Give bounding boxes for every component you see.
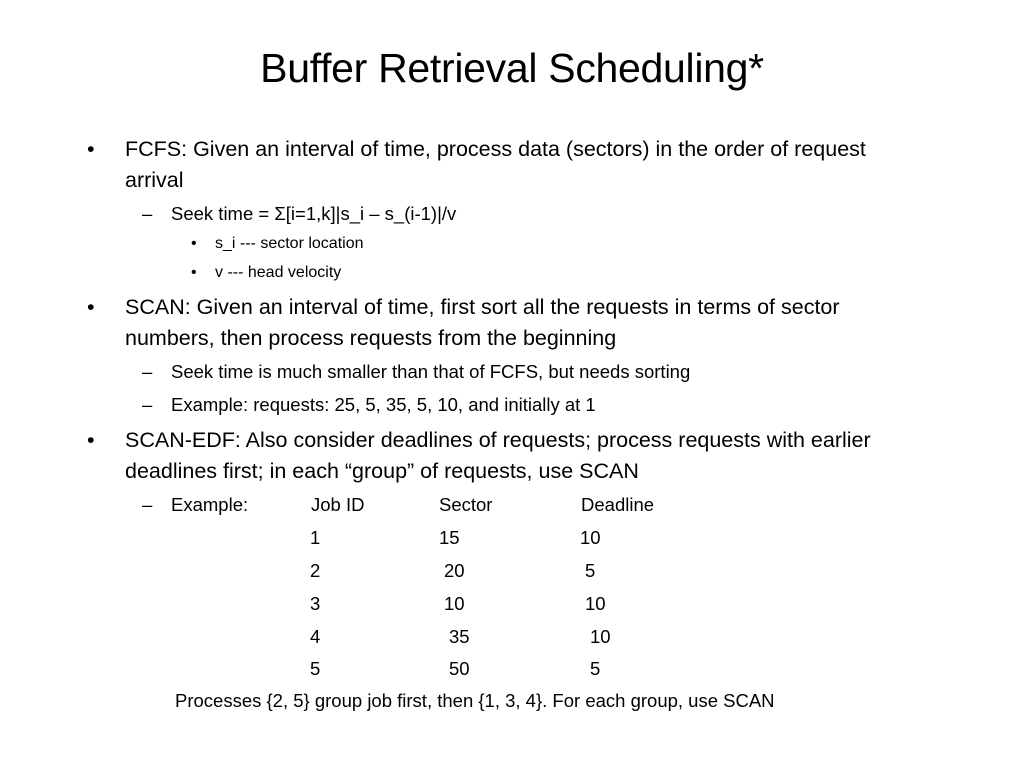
dash-icon: –: [142, 394, 153, 415]
table-cell-job-id: 5: [310, 658, 321, 679]
scan-text-line1: SCAN: Given an interval of time, first sort all the requests in terms of sector: [125, 295, 840, 319]
table-cell-deadline: 10: [580, 527, 601, 548]
table-cell-deadline: 10: [590, 626, 611, 647]
sub-bullet-seek-time-formula: [142, 202, 931, 226]
bullet-fcfs: [87, 134, 925, 195]
bullet-scan: [87, 292, 925, 353]
scan-example-text: Example: requests: 25, 5, 35, 5, 10, and initially at 1: [171, 394, 596, 415]
bullet-icon: •: [191, 235, 197, 252]
sub-bullet-scan-seek: [142, 360, 931, 384]
table-cell-sector: 50: [449, 658, 470, 679]
table-cell-sector: 20: [444, 560, 465, 581]
table-cell-deadline: 5: [585, 560, 596, 581]
dash-icon: –: [142, 361, 153, 382]
si-definition: s_i --- sector location: [215, 235, 364, 252]
bullet-icon: •: [87, 295, 95, 319]
table-header-deadline: Deadline: [581, 494, 655, 515]
subsub-bullet-v: [191, 262, 342, 284]
dash-icon: –: [142, 203, 153, 224]
sub-bullet-scan-example: [142, 393, 931, 417]
v-definition: v --- head velocity: [215, 264, 342, 281]
bullet-icon: •: [87, 428, 95, 452]
bullet-icon: •: [191, 264, 197, 281]
table-cell-job-id: 1: [310, 527, 321, 548]
scan-seek-text: Seek time is much smaller than that of FCFS, but needs sorting: [171, 361, 691, 382]
table-cell-sector: 10: [444, 593, 465, 614]
conclusion-text: Processes {2, 5} group job first, then {1, 3, 4}. For each group, use SCAN: [175, 690, 775, 711]
fcfs-text-line1: FCFS: Given an interval of time, process data (sectors) in the order of request: [125, 137, 866, 161]
bullet-icon: •: [87, 137, 95, 161]
scan-edf-text-line1: SCAN-EDF: Also consider deadlines of requests; process requests with earlier: [125, 428, 871, 452]
scan-text-line2: numbers, then process requests from the beginning: [125, 325, 617, 350]
scan-edf-text-line2: deadlines first; in each “group” of requests, use SCAN: [125, 458, 639, 483]
sub-bullet-edf-example: [142, 493, 931, 517]
table-cell-sector: 35: [449, 626, 470, 647]
example-label: Example:: [171, 494, 249, 515]
table-cell-deadline: 5: [590, 658, 601, 679]
bullet-scan-edf: [87, 425, 925, 486]
fcfs-text-line2: arrival: [125, 167, 184, 192]
table-cell-deadline: 10: [585, 593, 606, 614]
seek-time-formula: Seek time = Σ[i=1,k]|s_i – s_(i-1)|/v: [171, 203, 457, 224]
table-header-sector: Sector: [439, 494, 493, 515]
table-header-job-id: Job ID: [311, 494, 365, 515]
subsub-bullet-si: [191, 233, 364, 255]
table-cell-job-id: 2: [310, 560, 321, 581]
table-cell-sector: 15: [439, 527, 460, 548]
slide-title: Buffer Retrieval Scheduling*: [260, 45, 764, 91]
table-cell-job-id: 3: [310, 593, 321, 614]
dash-icon: –: [142, 494, 153, 515]
table-cell-job-id: 4: [310, 626, 321, 647]
